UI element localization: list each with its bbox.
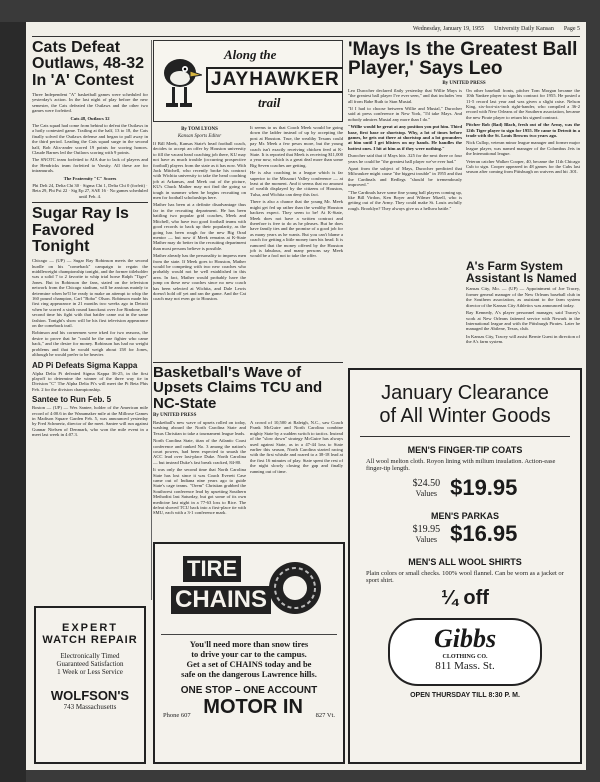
masthead (32, 26, 580, 37)
divider (32, 202, 148, 203)
tire-word: TIRE (183, 556, 241, 582)
jayhawker-byline: By TOM LYONS (181, 127, 218, 132)
jayhawker-text-6: There is also a chance that the young Mr. Meek might get fed up rather than the wealthy Houston backers expect. They seem to be! At K-State, Meek does not have a written contract and therefore is free to do as he pleases. But he does have family ties and the promise of a good job for as many years as he wants. But you can't blame a coach for getting a little money turn his head. It is rumored that the money offered by the Houston job is fabulous, and many persons say Meek would be a fool not to take the offer. (250, 199, 343, 259)
parkas-was-block (413, 524, 441, 544)
santee-headline: Santee to Run Feb. 5 (32, 395, 112, 405)
jayhawker-byline-2: Kansan Sports Editor (177, 134, 222, 139)
tire-footer (155, 696, 343, 719)
farm-text-3: In Kansas City, Tracey will assist Bernie Guest in direction of the A's farm system. (466, 333, 580, 345)
leo-text-6: "The Cardinals have some fine young ball players coming up, like Bill Virdon, Ken Boyer and Wilmer Mizell, who is getting out of the Army. They could make St. Louis awfully rough. Brooklyn? They always give us a helluva battle." (348, 189, 462, 211)
watch-address: 743 Massachusetts (63, 703, 117, 711)
farm-text-1: Kansas City, Mo. — (UP) — Appointment of Joe Tracey, former general manager of the New Orleans baseball club in the Southern association, as assistant to the farm system director of the Kansas City Athletics was announced today. (466, 286, 580, 308)
masthead-page: Page 5 (563, 26, 580, 32)
leo-text-8: Pitcher Bob (Bad) Blach, fresh out of the Army, was the 12th Tiger player to sign for 1955. He came to Detroit in a trade with the St. Louis Browns two years ago. (466, 122, 580, 138)
leo-text-4: Durocher said that if Mays hits .325 for the next three or four years he could be "the greatest ball player we've ever had." (348, 153, 462, 164)
clearance-headline-1: January Clearance (381, 382, 549, 404)
shirts-desc: Plain colors or small checks. 100% wool flannel. Can be worn as a jacket or sport shirt. (366, 570, 564, 584)
adpi-story: Alpha Delta Pi defeated Sigma Kappa 36-25, in the first playoff to determine the winner of the three way tie in Division "C" The Alpha Delta Pi's will meet the Pi Beta Phis Feb. 2 for the division championship. (32, 370, 148, 392)
left-column (32, 40, 152, 600)
cats-headline: Cats Defeat Outlaws, 48-32 In 'A' Contest (32, 40, 145, 89)
tire-phone: Phone 607 (163, 712, 191, 719)
farm-story (466, 260, 580, 364)
adpi-headline: AD Pi Defeats Sigma Kappa (32, 360, 138, 370)
masthead-paper: University Daily Kansan (494, 26, 554, 32)
leo-story (348, 40, 580, 270)
watch-line-5: 1 Week or Less Service (57, 668, 123, 676)
cats-story-3: The SNOTC team forfeited to AIA due to lack of players and the Hendricks team forfeited to Varsity. All these are for intramurals. (32, 157, 148, 174)
scan-gutter (0, 22, 26, 782)
tire-chains-art (161, 548, 337, 635)
basketball-col-b (250, 420, 343, 518)
clearance-headline-2: of All Winter Goods (379, 405, 551, 427)
santee-story: Boston — (UP) — Wes Santee, holder of the American mile record of 4:00.6 in the Wanamaker mile at the Millrose Games in Madison Square Garden Feb. 5, was announced yesterday by Fred Schmertz, director of the meet. Santee will run against Gunnar Nielsen of Denmark, who won the mile event in a meet last week in 4:07.3. (32, 405, 148, 438)
leo-byline: By UNITED PRESS (442, 80, 486, 86)
basketball-text-3: It was only the second time that North Carolina State has lost since it was Coach Everett Case came out of Indiana nine years ago to guide State's cage teams. "Orem" Christian grabbed the Southwest conference lead by upsetting Southern Methodist last Saturday, but got some of its own medicine last night in a 77-63 loss to Rice. The defeat shoved TCU back into a first-place tie with SMU, each with a 3-1 conference mark. (153, 467, 246, 516)
cats-story-2: The Cats squad had come from behind to defeat the Outlaws in a hotly contested game. Trailing at the half, 13 to 18, the Cats finally solved the Outlaws defense and began to pull away in the third period. Leading the Cats squad surge in the second half, Bob Alix-ander scored 19 points for scoring honors. Claude Barnes led the Outlaws scoring with 9 points. (32, 122, 148, 155)
basketball-byline: By UNITED PRESS (153, 412, 197, 418)
parkas-was-label: Values (415, 535, 437, 544)
jayhawker-body (153, 125, 343, 304)
chains-word: CHAINS (171, 586, 271, 614)
farm-headline: A's Farm System Assistant Is Named (466, 260, 577, 286)
tire-chains-ad (153, 542, 345, 764)
leo-text-7: On other baseball fronts, pitcher Tom Morgan became the 10th Yankee player to sign his contract for 1955. He posted a 11-5 record last year and was given a slight raise. Nelson King, six-foot-six-inch right-hander, who compiled a 36-2 record with New Orleans of the Southern association, became the new Pirate player to return his signed contract. (466, 87, 580, 120)
jayhawker-col-a (153, 125, 246, 304)
gibbs-open: OPEN THURSDAY TILL 8:30 P. M. (410, 692, 520, 699)
tire-line-2: to drive your car to the campus. (191, 649, 307, 659)
shirts-discount: ¼ off (441, 587, 489, 609)
jayhawker-text-4: It seems to us that Coach Meek would be going down the ladder instead of up by accepting the post at Houston. True, the wealthy Texans could pay Mr. Meek a few pesos more, but the young coach isn't exactly receiving chicken feed at K-State. It is reported that Meek is receiving $11,000 a year now, which is a great deal more than some Big Seven coaches are getting. (250, 125, 343, 168)
tire-company: MOTOR IN (203, 696, 303, 718)
tire-line-3: Get a set of CHAINS today and be (186, 659, 312, 669)
basketball-text-2: North Carolina State, titan of the Atlantic Coast conference and ranked No. 3 among the nation's court powers, had been expected to smash the ACC lead over last-place Duke. North Carolina — but instead Duke's fast break cracked, 84-80. (153, 438, 246, 465)
leo-col-a (348, 88, 462, 214)
basketball-story (153, 362, 343, 539)
gibbs-sub: CLOTHING CO. (442, 654, 488, 660)
sugar-story: Chicago — (UP) — Sugar Ray Robinson meets the second hurdle on his "comeback" campaign to regain the middleweight championship tonight, and the former titleholder was a solid 7 to 2 favorite to whip trial horse Ralph "Tiger" Jones. But in Robinson the fans, stated on the television network from the Chicago stadium, will be anxious mainly to determine when he'll be ready to make an attempt to whip the 160 pound champion, Carl "Bobo" Olson. Robinson made his first ring appearance in 21 months two weeks ago in Detroit when he scored a sixth round knockout over Joe Rindone, the second time his fight with that battler came out in the same fashion. Tonight's show will be his first television appearance on the comeback trail. (32, 258, 148, 329)
parkas-now: $16.95 (450, 521, 518, 546)
coats-price-row (350, 475, 580, 501)
watch-line-3: Electronically Timed (60, 652, 120, 660)
basketball-headline: Basketball's Wave of Upsets Claims TCU and NC-State (153, 364, 323, 412)
jayhawker-column (153, 40, 343, 360)
coats-was-label: Values (415, 489, 437, 498)
basketball-body (153, 420, 343, 518)
cats-subhead: Cats 48, Outlaws 32 (70, 115, 110, 121)
jayhawker-banner (153, 40, 343, 122)
leo-body (348, 88, 580, 214)
jayhawker-title: JAYHAWKER (206, 67, 343, 93)
leo-text-3: "Willie would be great at any position you put him. Third base, first base or shortstop. Why, a lot of times before games, he gets out there at shortstop and a lot grounders at him until I get blisters on my hands. He handles the hottest ones. I hit at him as if they were nothing." (348, 124, 462, 151)
basketball-col-a (153, 420, 246, 518)
watch-line-1: EXPERT (61, 622, 118, 634)
gibbs-address: 811 Mass. St. (435, 660, 495, 672)
parkas-price-row (350, 521, 580, 547)
fraternity-scores: Phi Delt 24, Delta Chi 30 · Sigma Chi 1, Delta Chi 0 (forfeit) · Beta 29, Phi Psi 22 · Sig Ep 27, SAE 16 · No games scheduled until Feb. 4. (32, 183, 148, 199)
farm-text-2: Ray Kennedy, A's player personnel manager, said Tracey's work at New Orleans fattened service with Newark in the International league and with the Pittsburgh Pirates. Later he managed the Abilene, Texas, club. (466, 310, 580, 332)
leo-text-5: Apart from the subject of Mays, Durocher predicted that Milwaukee might cause "the biggest trouble" in 1955 and that the Cardinals and Redlegs "should be tremendously improved." (348, 166, 462, 188)
watch-repair-ad (34, 606, 146, 764)
tire-line-1: You'll need more than snow tires (189, 639, 309, 649)
jayhawker-trail: trail (258, 95, 281, 110)
watch-store: WOLFSON'S (50, 688, 130, 703)
shirts-head: MEN'S ALL WOOL SHIRTS (408, 557, 522, 567)
tire-one-stop: ONE STOP – ONE ACCOUNT (180, 685, 318, 696)
fraternity-head: The Fraternity "C" Scores (63, 175, 117, 181)
coats-desc: All wool melton cloth. Royon lining with milium insulation. Action-ease finger-tip length. (366, 458, 556, 472)
gibbs-name: Gibbs (433, 624, 497, 653)
coats-was: $24.50 (412, 478, 441, 489)
basketball-text-4: A crowd of 10,500 at Raleigh, N.C., saw Coach Frank McGuire and North Carolina combine mighty State by a sudden switch to tactics. Instead of the "slow down" strategy McGuire has always used against State, as in a 47-44 loss to State earlier this season, North Carolina started racing with the first whistle and roared to a 38-18 lead at the first 16 minutes of play. State spent the rest of the night slowly closing the gap and finally running out of time. (250, 419, 343, 474)
jayhawker-text-1: If Bill Meek, Kansas State's head football coach, decides to accept an offer by Houston university to fill the vacant head coaching job there, KU may not have as much trouble (occurring prospective football) players from the state as it has now. With Jack Mitchell, who recently broke his contract with Wichita university to take the head coaching job at Arkansas, and Meek out of the picture, KU's Chuck Mather may not find the going so tough in summer when he begins recruiting on men for football scholarships here. (153, 141, 246, 201)
jayhawk-mascot-icon (158, 51, 202, 111)
coats-was-block (413, 478, 441, 498)
clearance-divider (360, 436, 570, 437)
watch-line-2: WATCH REPAIR (42, 634, 138, 646)
tire-line-4: safe on the dangerous Lawrence hills. (181, 669, 317, 679)
jayhawker-col-b (250, 125, 343, 304)
sugar-story-2: Robinson and his cornermen were irked for two reasons, the desire to prove that he "could be the one fighter who came back," and the desire for money. Robinson has had no weight problems and that he would weigh about 158 for Jones, although he would prefer to be heavier. (32, 330, 148, 358)
gibbs-logo-icon (388, 618, 542, 686)
leo-col-b (466, 88, 580, 214)
basketball-text-1: Basketball's new wave of upsets rolled on today, washing aboard the North Carolina State and Texas Christian to take a tournament league leads. (153, 419, 246, 436)
jayhawker-text-5: He is also coaching in a league which is far superior to the Missouri Valley conference — at least at the moment. And it seems that no amount of wealth displayed by the citizens of Houston, Tulsa, and Wichita can deny this fact. (250, 170, 343, 197)
leo-text-2: "If I had to choose between Willie and Musial," Durocher said at press conference in New York, "I'd take Mays. And nobody admires Musial any more than I do." (348, 105, 462, 122)
tire-address: 827 Vt. (315, 712, 335, 719)
coats-head: MEN'S FINGER-TIP COATS (407, 445, 523, 455)
leo-text-1: Leo Durocher declared flatly yesterday that Willie Mays is "the greatest ball player I've ever seen," and that includes 'em all from Babe Ruth to Stan Musial. (348, 87, 462, 104)
jayhawker-text-3: Mather already has the personality to impress men from the state. If Meek goes to Houston, Mather would be competing with two new coaches who probably would not be well established in this area. In fact, Mather would probably have the jump on these new coaches since no new coach has been selected at Wichita, and Dale Lewis doesn't hold off yet and ran the game. And the Cat coach may not even go to Houston. (153, 253, 246, 302)
jayhawker-along-the: Along the (224, 47, 277, 62)
parkas-was: $19.95 (412, 524, 441, 535)
jayhawker-text-2: Mather has been at a definite disadvantage thus far in the recruiting department. He has been battling two popular grid coaches, Meek and Mitchell, who have two good football teams with good records to back up their popularity, as the going has been rough for the new Big Orad mentor — but now if Meek remains at K-State Mather may do better in the recruiting department than most persons believe is possible. (153, 202, 246, 251)
leo-text-9: Nick Cullop, veteran minor league manager and former major league player, was named manager of the Columbus Jets in the International league. (466, 140, 580, 157)
cats-story: Three Independent "A" basketball games were scheduled for yesterday's action. In the last night of play before the new semester, the Cats defeated the Outlaws and the other two games were forfeited. (32, 91, 148, 114)
leo-headline: 'Mays Is the Greatest Ball Player,' Says Leo (348, 40, 578, 80)
clearance-ad (348, 368, 582, 764)
newspaper-page (26, 22, 586, 770)
watch-line-4: Guaranteed Satisfaction (56, 660, 124, 668)
sugar-headline: Sugar Ray Is Favored Tonight (32, 205, 129, 255)
masthead-date: Wednesday, January 19, 1955 (412, 26, 485, 32)
coats-now: $19.95 (450, 475, 518, 500)
parkas-head: MEN'S PARKAS (431, 511, 499, 521)
tire-chain-icon (265, 558, 325, 618)
leo-text-10: Veteran catcher Walker Cooper, 40, became the 11th Chicago Cub to sign. Cooper appeared in 48 games for the Cubs last season after coming from Pittsburgh on waivers and hit .301. (466, 158, 580, 175)
